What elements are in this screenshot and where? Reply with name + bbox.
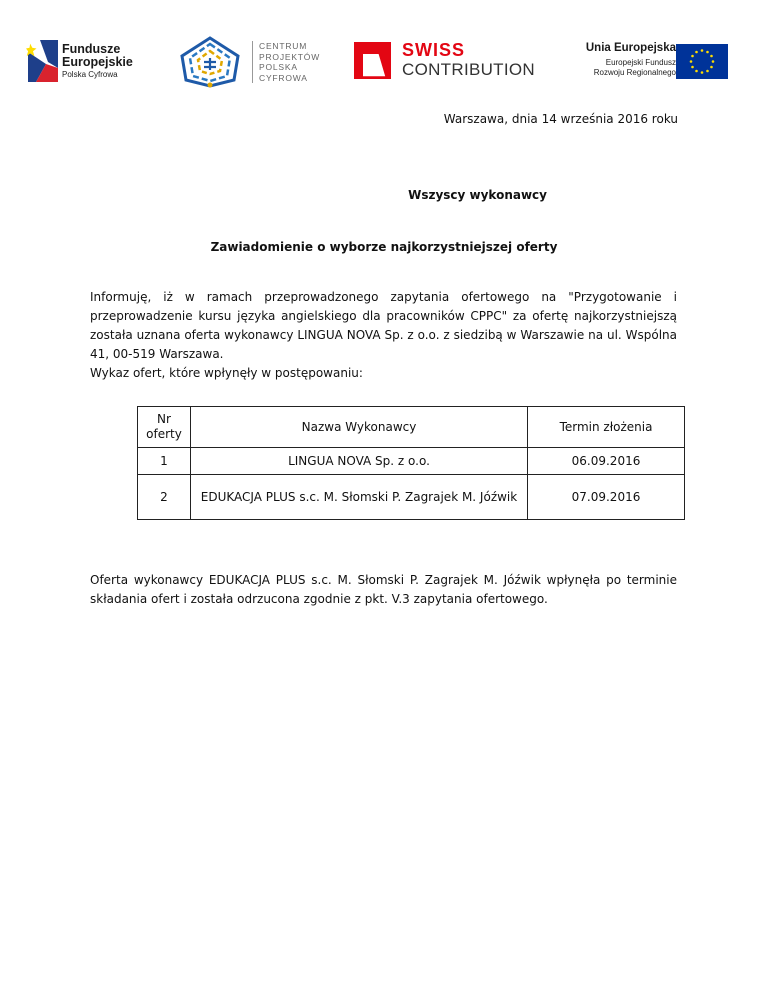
table-cell: 07.09.2016 <box>528 475 685 520</box>
swiss-square-icon <box>354 42 391 79</box>
logo-line: Fundusze <box>62 42 121 56</box>
table-cell: 2 <box>138 475 191 520</box>
logo-line: Rozwoju Regionalnego <box>593 68 676 77</box>
letter-subject: Zawiadomienie o wyborze najkorzystniejszej oferty <box>210 240 558 254</box>
logo-line: Europejskie <box>62 55 133 69</box>
letter-date: Warszawa, dnia 14 września 2016 roku <box>443 112 678 126</box>
column-header: Termin złożenia <box>528 407 685 448</box>
table-cell: LINGUA NOVA Sp. z o.o. <box>191 448 528 475</box>
paragraph-rejection: Oferta wykonawcy EDUKACJA PLUS s.c. M. Słomski P. Zagrajek M. Jóźwik wpłynęła po terminie składania ofert i została odrzucona zgodnie z pkt. V.3 zapytania ofertowego. <box>90 573 677 606</box>
paragraph-decision: Informuję, iż w ramach przeprowadzonego zapytania ofertowego na "Przygotowanie i przeprowadzenie kursu języka angielskiego dla pracowników CPPC" za ofertę najkorzystniejszą została uznana oferta wykonawcy LINGUA NOVA Sp. z o.o. z siedzibą w Warszawie na ul. Wspólna 41, 00-519 Warszawa. <box>90 290 677 361</box>
maze-emblem-icon <box>178 36 242 88</box>
logo-line: Europejski Fundusz <box>605 58 676 67</box>
table-header-row <box>138 407 685 448</box>
logo-bar <box>0 0 768 100</box>
logo-line: Polska Cyfrowa <box>62 70 118 79</box>
eu-flag-icon <box>676 44 728 79</box>
logo-line: PROJEKTÓW <box>259 51 321 62</box>
table-cell: 1 <box>138 448 191 475</box>
column-header: Nr oferty <box>138 407 191 448</box>
cppc-wordmark <box>252 41 320 83</box>
logo-line: SWISS <box>402 40 466 60</box>
logo-line: CONTRIBUTION <box>402 60 535 79</box>
unia-europejska-logo <box>566 42 736 82</box>
logo-line: CYFROWA <box>259 72 308 83</box>
logo-line: CENTRUM <box>259 41 308 51</box>
fundusze-europejskie-emblem-icon <box>26 38 58 82</box>
table-row <box>138 475 685 520</box>
table-cell: EDUKACJA PLUS s.c. M. Słomski P. Zagrajek M. Jóźwik <box>191 475 528 520</box>
table-row <box>138 448 685 475</box>
addressee: Wszyscy wykonawcy <box>408 188 547 202</box>
offers-table <box>137 406 685 520</box>
column-header: Nazwa Wykonawcy <box>191 407 528 448</box>
logo-line: POLSKA <box>259 62 298 72</box>
paragraph-offers-intro: Wykaz ofert, które wpłynęły w postępowaniu: <box>90 366 363 380</box>
table-cell: 06.09.2016 <box>528 448 685 475</box>
swiss-contribution-logo <box>354 40 544 80</box>
fundusze-europejskie-logo <box>26 38 166 84</box>
logo-line: Unia Europejska <box>585 42 676 54</box>
cppc-logo <box>178 36 321 88</box>
